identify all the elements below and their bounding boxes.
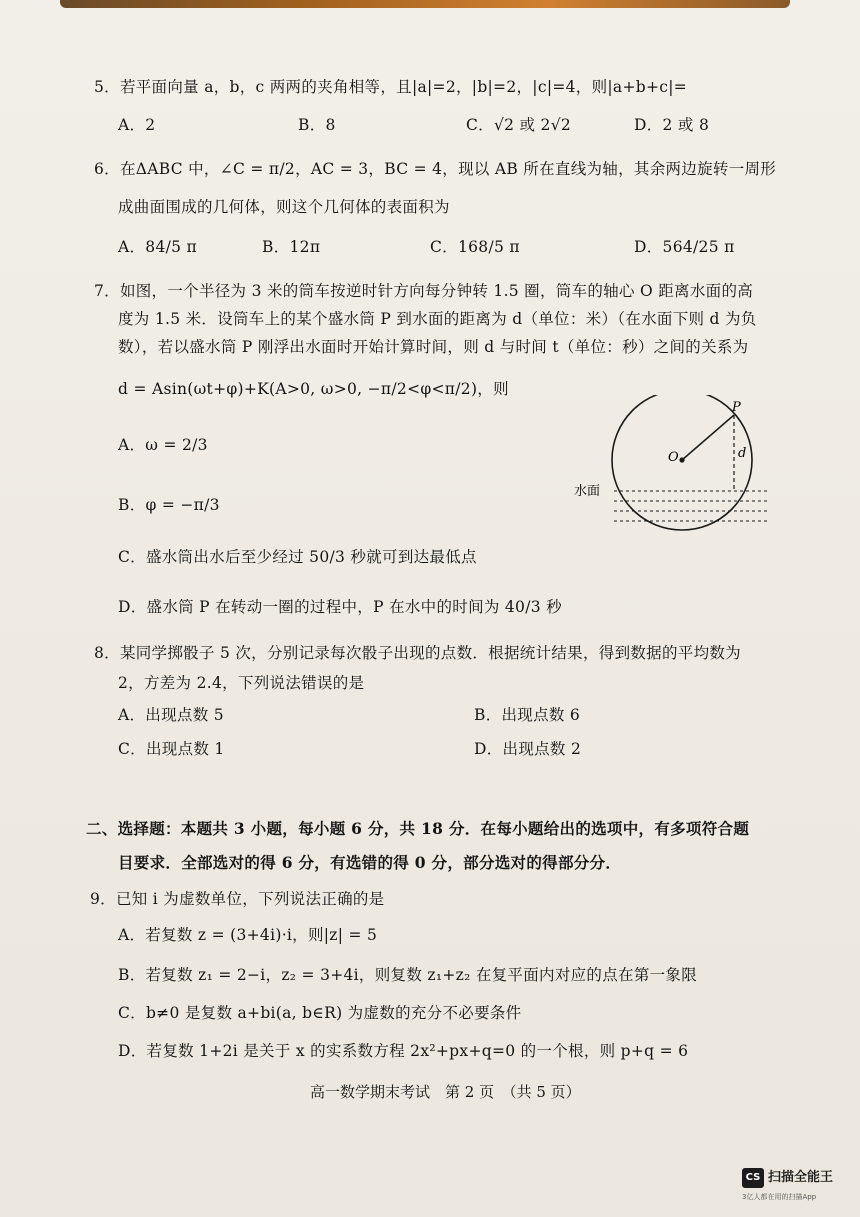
q8-line1: 8．某同学掷骰子 5 次，分别记录每次骰子出现的点数．根据统计结果，得到数据的平均数为	[94, 644, 741, 662]
section2-line1: 二、选择题：本题共 3 小题，每小题 6 分，共 18 分．在每小题给出的选项中，有多项符合题	[86, 819, 750, 838]
q5-option-c: C．√2 或 2√2	[466, 116, 572, 134]
label-d: d	[738, 446, 747, 461]
q6-option-a: A．84/5 π	[118, 238, 198, 256]
q7-option-b: B．φ = −π/3	[118, 496, 220, 514]
q7-line4: d = Asin(ωt+φ)+K(A>0, ω>0, −π/2<φ<π/2)，则	[118, 380, 509, 398]
label-o: O	[668, 450, 679, 465]
q7-option-c: C．盛水筒出水后至少经过 50/3 秒就可到达最低点	[118, 548, 477, 566]
q5-option-b: B．8	[298, 116, 336, 134]
q8-option-d: D．出现点数 2	[474, 740, 582, 758]
q9-option-a: A．若复数 z = (3+4i)·i，则|z| = 5	[118, 926, 378, 944]
q9-stem: 9．已知 i 为虚数单位，下列说法正确的是	[90, 890, 385, 908]
q5-stem: 5．若平面向量 a，b，c 两两的夹角相等，且|a|=2，|b|=2，|c|=4，则|a+b+c|=	[94, 78, 688, 96]
scanner-watermark	[742, 1168, 852, 1208]
q8-option-a: A．出现点数 5	[118, 706, 224, 724]
q6-line2: 成曲面围成的几何体，则这个几何体的表面积为	[118, 198, 450, 216]
q6-option-c: C．168/5 π	[430, 238, 520, 256]
q7-line1: 7．如图，一个半径为 3 米的筒车按逆时针方向每分钟转 1.5 圈，筒车的轴心 O 距离水面的高	[94, 282, 754, 300]
q7-line2: 度为 1.5 米．设筒车上的某个盛水筒 P 到水面的距离为 d（单位：米）（在水面下则 d 为负	[118, 310, 757, 328]
q9-option-b: B．若复数 z₁ = 2−i，z₂ = 3+4i，则复数 z₁+z₂ 在复平面内对应的点在第一象限	[118, 966, 698, 984]
scan-edge-strip	[60, 0, 790, 8]
cs-logo: CS	[742, 1168, 764, 1188]
label-p: P	[732, 400, 741, 415]
water-lines	[614, 491, 770, 521]
watermark-name: 扫描全能王	[768, 1170, 834, 1185]
label-water-surface: 水面	[574, 484, 601, 499]
q9-option-c: C．b≠0 是复数 a+bi(a, b∈R) 为虚数的充分不必要条件	[118, 1004, 522, 1022]
radius-line	[682, 415, 734, 460]
q8-option-c: C．出现点数 1	[118, 740, 225, 758]
watermark-subtitle: 3亿人都在用的扫描App	[742, 1193, 817, 1201]
q6-option-d: D．564/25 π	[634, 238, 735, 256]
q7-line3: 数），若以盛水筒 P 刚浮出水面时开始计算时间，则 d 与时间 t（单位：秒）之间的关系为	[118, 338, 749, 356]
q5-option-d: D．2 或 8	[634, 116, 710, 134]
q8-option-b: B．出现点数 6	[474, 706, 581, 724]
water-wheel-diagram	[570, 395, 790, 555]
q9-option-d: D．若复数 1+2i 是关于 x 的实系数方程 2x²+px+q=0 的一个根，则 p+q = 6	[118, 1042, 689, 1060]
page-footer: 高一数学期末考试 第 2 页 （共 5 页）	[310, 1083, 581, 1101]
q6-option-b: B．12π	[262, 238, 321, 256]
q8-line2: 2，方差为 2.4，下列说法错误的是	[118, 674, 365, 692]
section2-line2: 目要求．全部选对的得 6 分，有选错的得 0 分，部分选对的得部分分．	[118, 853, 622, 872]
q7-option-d: D．盛水筒 P 在转动一圈的过程中，P 在水中的时间为 40/3 秒	[118, 598, 562, 616]
q7-option-a: A．ω = 2/3	[118, 436, 208, 454]
q6-line1: 6．在ΔABC 中，∠C = π/2，AC = 3，BC = 4，现以 AB 所在直线为轴，其余两边旋转一周形	[94, 160, 777, 178]
q5-option-a: A．2	[118, 116, 156, 134]
